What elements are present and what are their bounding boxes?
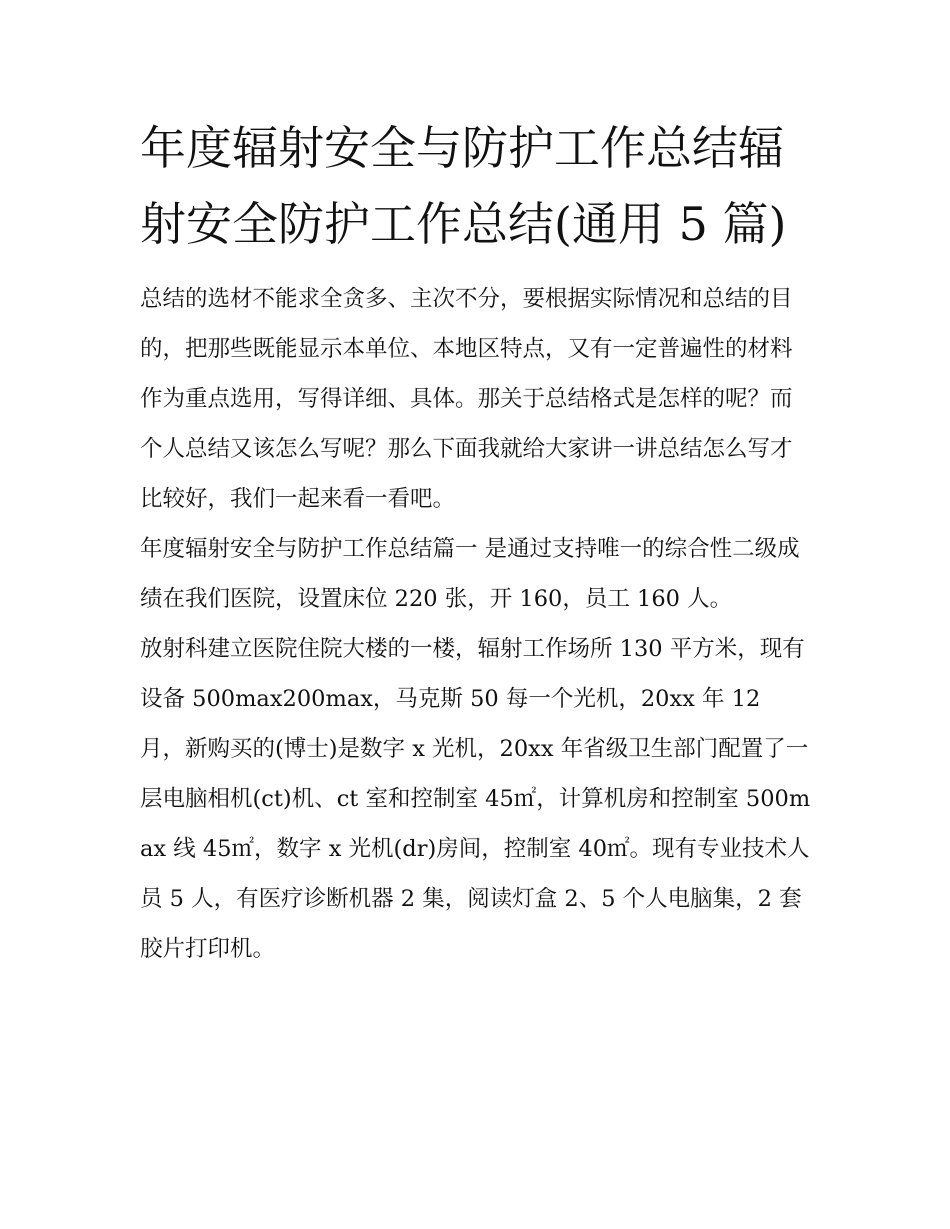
document-page (140, 110, 812, 974)
document-title: 年度辐射安全与防护工作总结辐射安全防护工作总结(通用 5 篇) (140, 121, 787, 251)
section-one-paragraph: 年度辐射安全与防护工作总结篇一 是通过支持唯一的综合性二级成绩在我们医院，设置床位 220 张，开 160，员工 160 人。 (140, 536, 800, 612)
intro-paragraph: 总结的选材不能求全贪多、主次不分，要根据实际情况和总结的目的，把那些既能显示本单位、本地区特点，又有一定普遍性的材料作为重点选用，写得详细、具体。那关于总结格式是怎样的呢？而个人总结又该怎么写呢？那么下面我就给大家讲一讲总结怎么写才比较好，我们一起来看一看吧。 (140, 286, 793, 512)
radiology-paragraph: 放射科建立医院住院大楼的一楼，辐射工作场所 130 平方米，现有设备 500max200max，马克斯 50 每一个光机，20xx 年 12 月，新购买的(博士)是数字 x 光机，20xx 年省级卫生部门配置了一层电脑相机(ct)机、ct 室和控制室 45㎡，计算机房和控制室 500max 线 45㎡，数字 x 光机(dr)房间，控制室 40㎡。现有专业技术人员 5 人，有医疗诊断机器 2 集，阅读灯盒 2、5 个人电脑集，2 套胶片打印机。 (140, 636, 811, 962)
